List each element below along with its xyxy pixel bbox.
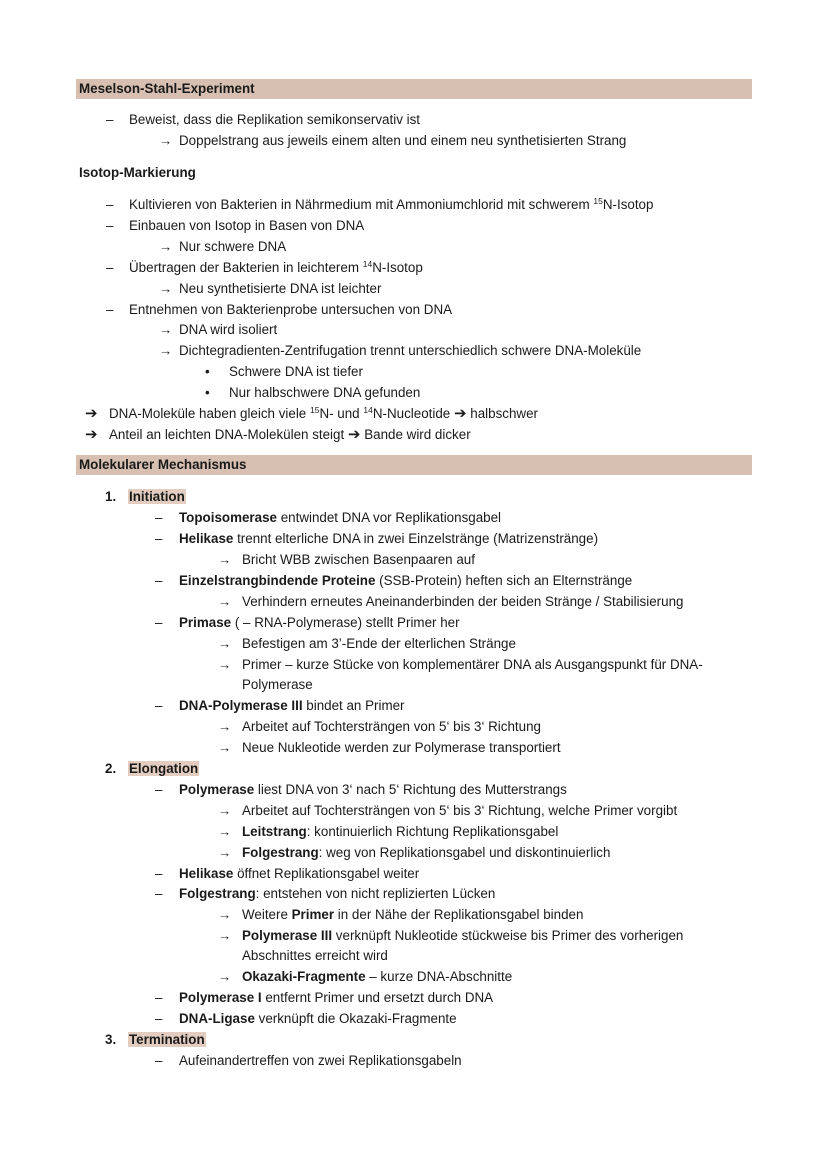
arrow-icon: → (159, 281, 173, 296)
bullet-icon: • (205, 364, 210, 379)
arrow-icon: → (218, 719, 232, 734)
dash-marker: – (106, 260, 114, 275)
list-item: Polymerase liest DNA von 3‘ nach 5‘ Richtung des Mutterstrangs (179, 782, 567, 797)
list-item: Arbeitet auf Tochtersträngen von 5‘ bis 3‘ Richtung (242, 719, 541, 734)
list-item: DNA-Polymerase III bindet an Primer (179, 698, 405, 713)
dash-marker: – (155, 866, 163, 881)
arrow-icon: → (218, 845, 232, 860)
list-item: Folgestrang: weg von Replikationsgabel und diskontinuierlich (242, 845, 611, 860)
arrow-icon: → (218, 969, 232, 984)
bullet-icon: • (205, 385, 210, 400)
list-item: Nur schwere DNA (179, 239, 287, 254)
subheading-isotop: Isotop-Markierung (79, 165, 196, 180)
arrow-icon: → (218, 594, 232, 609)
bold-arrow-icon: ➔ (453, 405, 467, 422)
list-item-continued: Abschnittes erreicht wird (242, 948, 388, 963)
dash-marker: – (155, 615, 163, 630)
list-item: Folgestrang: entstehen von nicht replizierten Lücken (179, 886, 496, 901)
dash-marker: – (106, 197, 114, 212)
list-item-continued: Polymerase (242, 677, 313, 692)
arrow-icon: → (218, 657, 232, 672)
list-item: DNA-Ligase verknüpft die Okazaki-Fragmente (179, 1011, 457, 1026)
list-item: Schwere DNA ist tiefer (229, 364, 363, 379)
list-item: Kultivieren von Bakterien in Nährmedium mit Ammoniumchlorid mit schwerem $^{15}$N-Isotop (129, 196, 654, 212)
arrow-icon: → (218, 928, 232, 943)
list-item: Befestigen am 3’-Ende der elterlichen Stränge (242, 636, 516, 651)
list-item: Okazaki-Fragmente – kurze DNA-Abschnitte (242, 969, 513, 984)
list-item: Bricht WBB zwischen Basenpaaren auf (242, 552, 475, 567)
arrow-icon: → (159, 133, 173, 148)
arrow-icon: → (218, 803, 232, 818)
conclusion-2: Anteil an leichten DNA-Molekülen steigt ➔ Bande wird dicker (109, 426, 471, 443)
dash-marker: – (155, 698, 163, 713)
phase-termination: Termination (129, 1032, 205, 1047)
dash-marker: – (155, 886, 163, 901)
dash-marker: – (106, 302, 114, 317)
dash-marker: – (106, 218, 114, 233)
number-3: 3. (105, 1032, 117, 1047)
arrow-icon: → (159, 343, 173, 358)
list-item: Einbauen von Isotop in Basen von DNA (129, 218, 365, 233)
arrow-icon: → (218, 907, 232, 922)
list-item: Übertragen der Bakterien in leichterem $^{14}$N-Isotop (129, 259, 423, 275)
list-item: Weitere Primer in der Nähe der Replikationsgabel binden (242, 907, 584, 922)
arrow-icon: → (159, 239, 173, 254)
list-item: Topoisomerase entwindet DNA vor Replikationsgabel (179, 510, 502, 525)
list-item: Doppelstrang aus jeweils einem alten und einem neu synthetisierten Strang (179, 133, 627, 148)
dash-marker: – (155, 782, 163, 797)
list-item: Polymerase III verknüpft Nukleotide stückweise bis Primer des vorherigen (242, 928, 684, 943)
arrow-icon: → (218, 740, 232, 755)
list-item: Entnehmen von Bakterienprobe untersuchen von DNA (129, 302, 453, 317)
list-item: Polymerase I entfernt Primer und ersetzt durch DNA (179, 990, 494, 1005)
list-item: DNA wird isoliert (179, 322, 278, 337)
list-item: Nur halbschwere DNA gefunden (229, 385, 421, 400)
number-2: 2. (105, 761, 117, 776)
conclusion-1: DNA-Moleküle haben gleich viele $^{15}$N- und $^{14}$N-Nucleotide ➔ halbschwer (109, 405, 538, 422)
section-header-meselson: Meselson-Stahl-Experiment (76, 79, 752, 99)
dash-marker: – (155, 510, 163, 525)
section-header-mechanismus: Molekularer Mechanismus (76, 455, 752, 475)
list-item: Beweist, dass die Replikation semikonservativ ist (129, 112, 420, 127)
bold-arrow-icon: ➔ (85, 426, 98, 443)
list-item: Primer – kurze Stücke von komplementärer DNA als Ausgangspunkt für DNA- (242, 657, 703, 672)
dash-marker: – (155, 1011, 163, 1026)
list-item: Einzelstrangbindende Proteine (SSB-Protein) heften sich an Elternstränge (179, 573, 633, 588)
list-item: Helikase öffnet Replikationsgabel weiter (179, 866, 420, 881)
arrow-icon: → (218, 824, 232, 839)
dash-marker: – (155, 990, 163, 1005)
list-item: Arbeitet auf Tochtersträngen von 5‘ bis 3‘ Richtung, welche Primer vorgibt (242, 803, 678, 818)
dash-marker: – (155, 531, 163, 546)
bold-arrow-icon: ➔ (347, 426, 361, 443)
phase-elongation: Elongation (129, 761, 199, 776)
list-item: Verhindern erneutes Aneinanderbinden der beiden Stränge / Stabilisierung (242, 594, 684, 609)
phase-initiation: Initiation (129, 489, 185, 504)
bold-arrow-icon: ➔ (85, 405, 98, 422)
dash-marker: – (106, 112, 114, 127)
dash-marker: – (155, 1053, 163, 1068)
number-1: 1. (105, 489, 117, 504)
list-item: Neue Nukleotide werden zur Polymerase transportiert (242, 740, 561, 755)
list-item: Aufeinandertreffen von zwei Replikationsgabeln (179, 1053, 462, 1068)
arrow-icon: → (159, 322, 173, 337)
list-item: Primase ( – RNA-Polymerase) stellt Primer her (179, 615, 460, 630)
arrow-icon: → (218, 636, 232, 651)
list-item: Dichtegradienten-Zentrifugation trennt unterschiedlich schwere DNA-Moleküle (179, 343, 642, 358)
list-item: Helikase trennt elterliche DNA in zwei Einzelstränge (Matrizenstränge) (179, 531, 599, 546)
list-item: Leitstrang: kontinuierlich Richtung Replikationsgabel (242, 824, 559, 839)
arrow-icon: → (218, 552, 232, 567)
list-item: Neu synthetisierte DNA ist leichter (179, 281, 382, 296)
dash-marker: – (155, 573, 163, 588)
